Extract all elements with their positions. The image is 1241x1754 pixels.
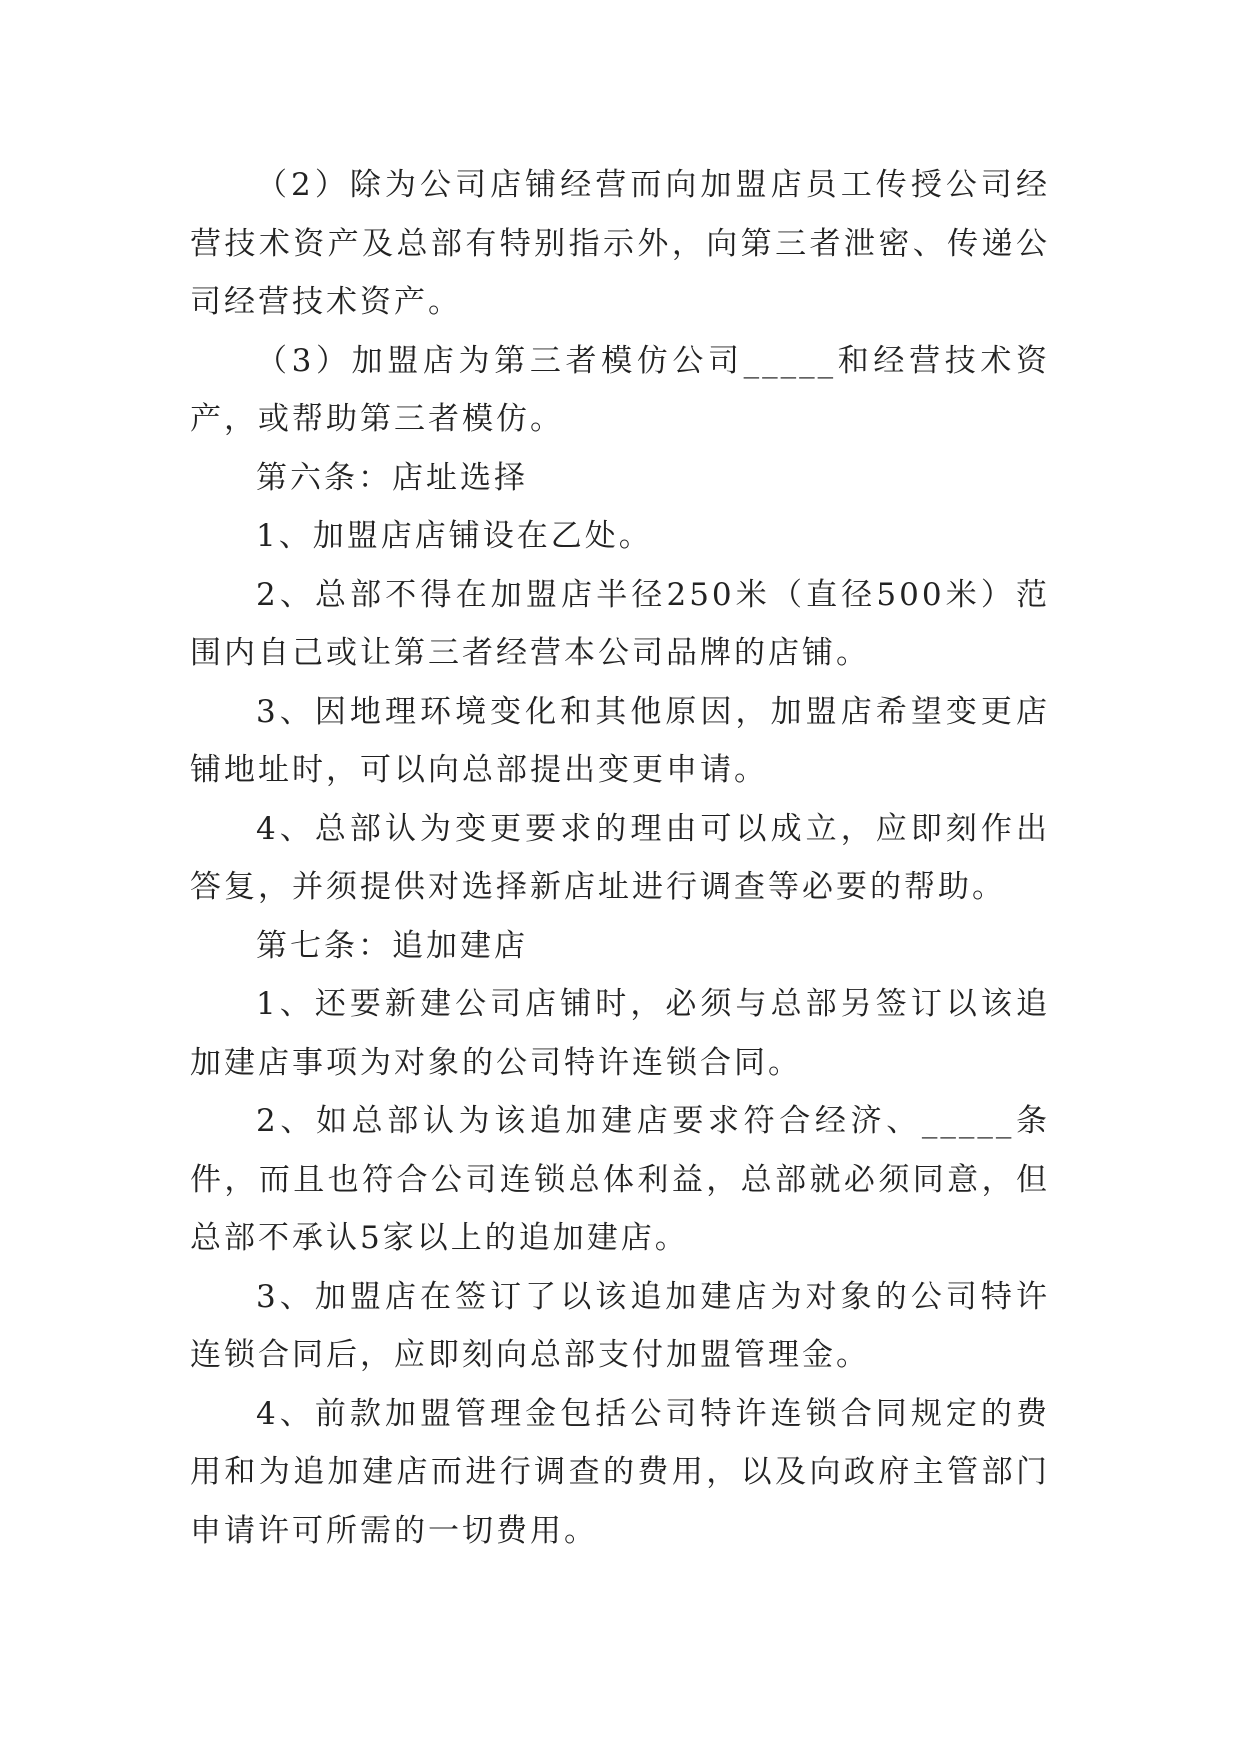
article-7-item-2: 2、如总部认为该追加建店要求符合经济、_____条件，而且也符合公司连锁总体利益，总部就必须同意，但总部不承认5家以上的追加建店。 [190,1103,1050,1256]
document-body [190,156,1050,1560]
article-7-item-1: 1、还要新建公司店铺时，必须与总部另签订以该追加建店事项为对象的公司特许连锁合同。 [190,986,1050,1081]
article-7-item-4: 4、前款加盟管理金包括公司特许连锁合同规定的费用和为追加建店而进行调查的费用，以及向政府主管部门申请许可所需的一切费用。 [190,1395,1050,1549]
article-6-item-2: 2、总部不得在加盟店半径250米（直径500米）范围内自己或让第三者经营本公司品牌的店铺。 [190,576,1050,671]
paragraph-clause-2: （2）除为公司店铺经营而向加盟店员工传授公司经营技术资产及总部有特别指示外，向第三者泄密、传递公司经营技术资产。 [190,167,1050,320]
article-6-item-1: 1、加盟店店铺设在乙处。 [256,518,653,554]
article-7-heading: 第七条：追加建店 [256,927,528,964]
article-6-item-4: 4、总部认为变更要求的理由可以成立，应即刻作出答复，并须提供对选择新店址进行调查等必要的帮助。 [190,810,1050,905]
article-6-item-3: 3、因地理环境变化和其他原因，加盟店希望变更店铺地址时，可以向总部提出变更申请。 [190,693,1050,788]
article-6-heading: 第六条：店址选择 [256,459,528,496]
article-7-item-3: 3、加盟店在签订了以该追加建店为对象的公司特许连锁合同后，应即刻向总部支付加盟管理金。 [190,1278,1050,1373]
paragraph-clause-3: （3）加盟店为第三者模仿公司_____和经营技术资产，或帮助第三者模仿。 [190,342,1050,437]
